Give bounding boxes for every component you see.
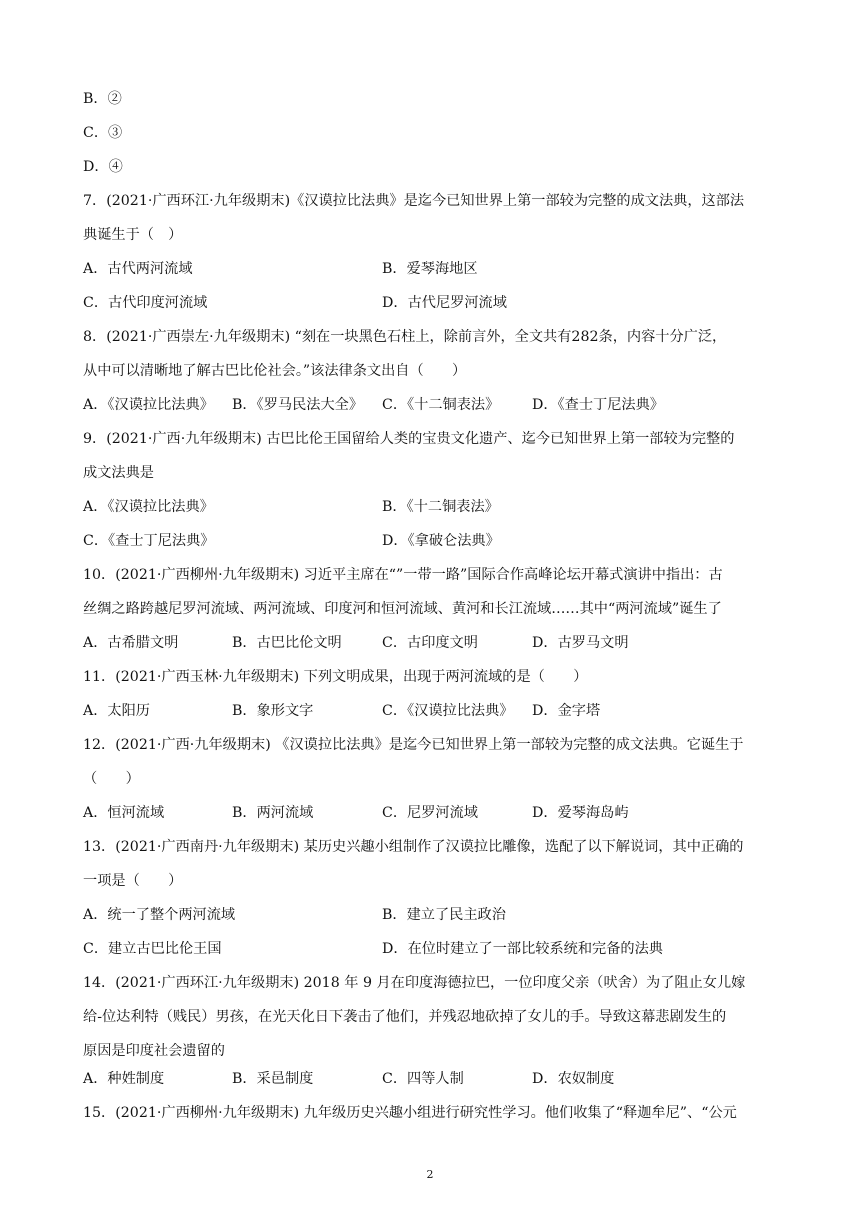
question-9-line-1: 9．(2021·广西·九年级期末) 古巴比伦王国留给人类的宝贵文化遗产、迄今已知世界上第一部较为完整的 <box>83 431 735 447</box>
question-8-option-c: C．《十二铜表法》 <box>382 397 500 413</box>
question-9-line-2: 成文法典是 <box>83 465 154 481</box>
question-13-option-b: B．建立了民主政治 <box>382 907 506 923</box>
question-10-option-d: D．古罗马文明 <box>532 635 629 651</box>
question-11-option-a: A．太阳历 <box>83 703 150 719</box>
question-14-option-b: B．采邑制度 <box>232 1071 314 1087</box>
question-9-option-d: D．《拿破仑法典》 <box>382 533 500 549</box>
question-10-option-a: A．古希腊文明 <box>83 635 179 651</box>
question-14-option-d: D．农奴制度 <box>532 1071 615 1087</box>
question-12-option-d: D．爱琴海岛屿 <box>532 805 629 821</box>
question-12-line-1: 12．(2021·广西·九年级期末) 《汉谟拉比法典》是迄今已知世界上第一部较为完整的成文法典。它诞生于 <box>83 737 744 753</box>
question-13-option-c: C．建立古巴比伦王国 <box>83 941 222 957</box>
question-13-option-d: D．在位时建立了一部比较系统和完备的法典 <box>382 941 663 957</box>
question-12-option-a: A．恒河流域 <box>83 805 165 821</box>
question-11-option-b: B．象形文字 <box>232 703 314 719</box>
page-number: 2 <box>426 1168 434 1181</box>
question-10-option-c: C．古印度文明 <box>382 635 478 651</box>
question-14-option-a: A．种姓制度 <box>83 1071 165 1087</box>
question-7-option-d: D．古代尼罗河流域 <box>382 295 507 311</box>
question-13-line-1: 13．(2021·广西南丹·九年级期末) 某历史兴趣小组制作了汉谟拉比雕像，选配了以下解说词，其中正确的 <box>83 839 744 855</box>
question-8-option-b: B．《罗马民法大全》 <box>232 397 364 413</box>
question-14-line-2: 给-位达利特（贱民）男孩，在光天化日下袭击了他们，并残忍地砍掉了女儿的手。导致这幕悲剧发生的 <box>83 1009 727 1025</box>
question-14-option-c: C．四等人制 <box>382 1071 464 1087</box>
question-8-option-a: A．《汉谟拉比法典》 <box>83 397 214 413</box>
question-14-line-3: 原因是印度社会遗留的 <box>83 1043 225 1059</box>
question-7-option-a: A．古代两河流域 <box>83 261 193 277</box>
question-8-line-1: 8．(2021·广西崇左·九年级期末) “刻在一块黑色石柱上，除前言外，全文共有282条，内容十分广泛， <box>83 329 727 345</box>
question-8-line-2: 从中可以清晰地了解古巴比伦社会。”该法律条文出自（ ） <box>83 363 467 379</box>
question-11-option-c: C．《汉谟拉比法典》 <box>382 703 514 719</box>
question-10-line-1: 10．(2021·广西柳州·九年级期末) 习近平主席在“”一带一路”国际合作高峰论坛开幕式演讲中指出：古 <box>83 567 723 583</box>
question-8-option-d: D．《查士丁尼法典》 <box>532 397 664 413</box>
question-15-line-1: 15．(2021·广西柳州·九年级期末) 九年级历史兴趣小组进行研究性学习。他们收集了“释迦牟尼”、“公元 <box>83 1105 737 1121</box>
question-10-line-2: 丝绸之路跨越尼罗河流域、两河流域、印度河和恒河流域、黄河和长江流域……其中“两河流域”诞生了 <box>83 601 722 617</box>
question-13-option-a: A．统一了整个两河流域 <box>83 907 236 923</box>
question-9-option-c: C．《查士丁尼法典》 <box>83 533 215 549</box>
question-7-line-1: 7．(2021·广西环江·九年级期末)《汉谟拉比法典》是迄今已知世界上第一部较为完整的成文法典，这部法 <box>83 193 745 209</box>
question-12-option-b: B．两河流域 <box>232 805 314 821</box>
question-11-line-1: 11．(2021·广西玉林·九年级期末) 下列文明成果，出现于两河流域的是（ ） <box>83 669 588 685</box>
question-7-option-c: C．古代印度河流域 <box>83 295 208 311</box>
option-d: D．④ <box>83 159 123 175</box>
question-11-option-d: D．金字塔 <box>532 703 601 719</box>
option-b: B．② <box>83 91 122 107</box>
option-c: C．③ <box>83 125 123 141</box>
question-9-option-b: B．《十二铜表法》 <box>382 499 499 515</box>
question-13-line-2: 一项是（ ） <box>83 873 183 889</box>
question-9-option-a: A．《汉谟拉比法典》 <box>83 499 214 515</box>
question-7-line-2: 典诞生于（ ） <box>83 227 183 243</box>
question-10-option-b: B．古巴比伦文明 <box>232 635 342 651</box>
question-12-line-2: （ ） <box>83 771 140 787</box>
question-14-line-1: 14．(2021·广西环江·九年级期末) 2018 年 9 月在印度海德拉巴，一位印度父亲（吠舍）为了阻止女儿嫁 <box>83 975 746 991</box>
question-7-option-b: B．爱琴海地区 <box>382 261 478 277</box>
question-12-option-c: C．尼罗河流域 <box>382 805 478 821</box>
